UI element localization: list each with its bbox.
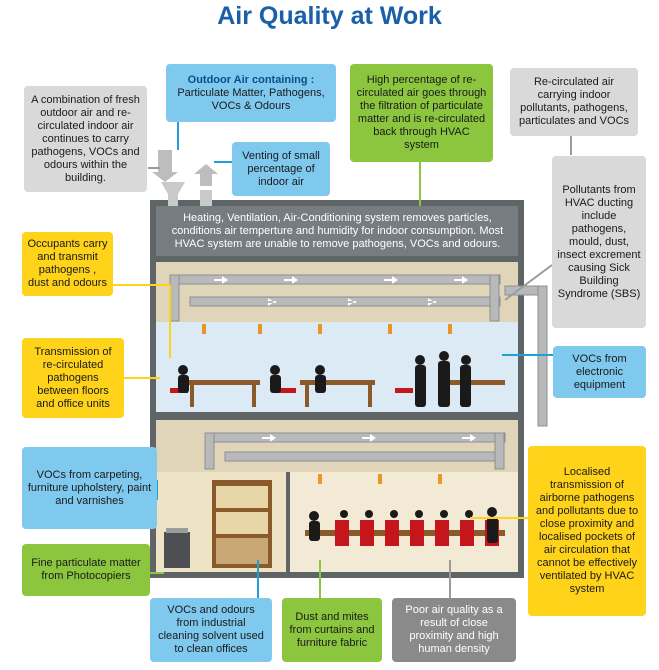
air-intake xyxy=(152,150,218,206)
high-percentage-callout: High percentage of re-circulated air goes through the filtration of particulate matter and is re-circulated back through HVAC system xyxy=(350,64,493,162)
photocopier-particulate-callout: Fine particulate matter from Photocopiers xyxy=(22,544,150,596)
dust-mites-callout: Dust and mites from curtains and furniture fabric xyxy=(282,598,382,662)
outdoor-air-callout xyxy=(166,64,336,122)
transmission-callout: Transmission of re-circulated pathogens between floors and office units xyxy=(22,338,124,418)
photocopier xyxy=(164,532,190,568)
ceiling-ducts-upper xyxy=(156,262,518,322)
outdoor-air-body: Particulate Matter, Pathogens, VOCs & Odours xyxy=(177,86,325,112)
outdoor-air-title: Outdoor Air containing : xyxy=(187,73,315,86)
page-title: Air Quality at Work xyxy=(217,2,442,30)
intake-arrow xyxy=(152,150,178,182)
venting-callout: Venting of small percentage of indoor air xyxy=(232,142,330,196)
fresh-mix-callout: A combination of fresh outdoor air and re-circulated indoor air continues to carry pathogens, VOCs and odours within the building. xyxy=(24,86,147,192)
carpeting-vocs-callout: VOCs from carpeting, furniture upholstery, paint and varnishes xyxy=(22,447,157,529)
recirculated-air-callout: Re-circulated air carrying indoor pollutants, pathogens, particulates and VOCs xyxy=(510,68,638,136)
cleaning-solvent-callout: VOCs and odours from industrial cleaning solvent used to clean offices xyxy=(150,598,272,662)
electronic-vocs-callout: VOCs from electronic equipment xyxy=(553,346,646,398)
localised-transmission-callout: Localised transmission of airborne pathogens and pollutants due to close proximity and localised pockets of air circulation that cannot be effectively ventilated by HVAC system xyxy=(528,446,646,616)
vent-arrow xyxy=(194,164,218,186)
occupants-callout: Occupants carry and transmit pathogens , dust and odours xyxy=(22,232,113,296)
meeting-room xyxy=(290,472,518,572)
hvac-description: Heating, Ventilation, Air-Conditioning system removes particles, conditions air temperture and humidity for indoor consumption. Most HVAC system are unable to remove pathogens, VOCs and odours. xyxy=(171,212,504,250)
poor-air-quality-callout: Poor air quality as a result of close proximity and high human density xyxy=(392,598,516,662)
ducting-pollutants-callout: Pollutants from HVAC ducting include pathogens, mould, dust, insect excrement causing Sick Building Syndrome (SBS) xyxy=(552,156,646,328)
